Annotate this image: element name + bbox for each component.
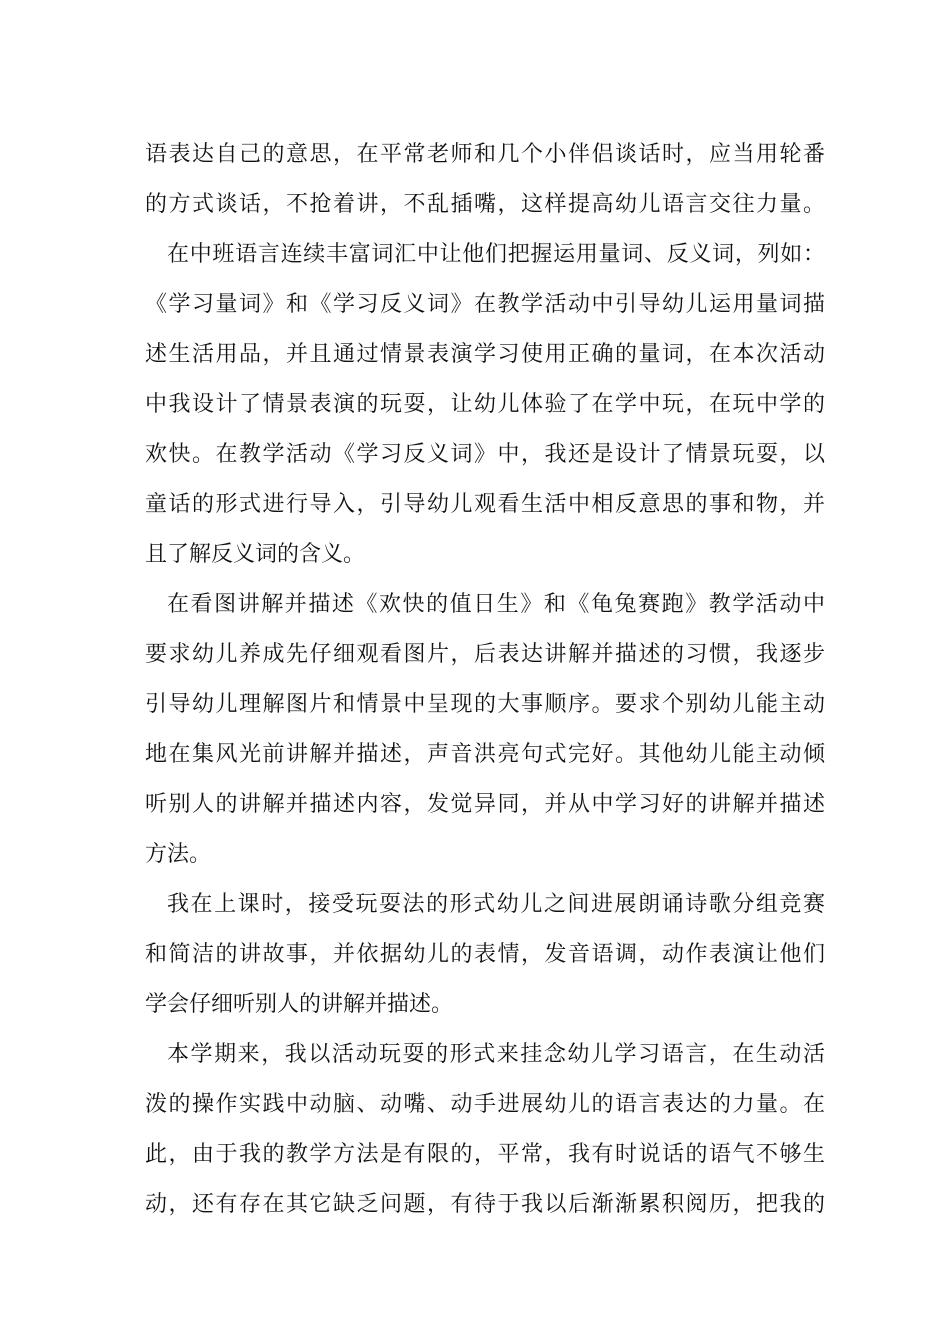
paragraph-first-line: 本学期来，我以活动玩耍的形式来挂念幼儿学习语言，在生动活 (167, 1042, 825, 1067)
text-line: 的方式谈话，不抢着讲，不乱插嘴，这样提高幼儿语言交往力量。 (145, 192, 825, 217)
text-line: 欢快。在教学活动《学习反义词》中，我还是设计了情景玩耍，以 (145, 442, 825, 467)
text-line: 和简洁的讲故事，并依据幼儿的表情，发音语调，动作表演让他们 (145, 942, 825, 967)
text-line: 且了解反义词的含义。 (145, 542, 366, 567)
text-line: 述生活用品，并且通过情景表演学习使用正确的量词，在本次活动 (145, 342, 825, 367)
text-line: 泼的操作实践中动脑、动嘴、动手进展幼儿的语言表达的力量。在 (145, 1092, 825, 1117)
text-line: 此，由于我的教学方法是有限的，平常，我有时说话的语气不够生 (145, 1142, 825, 1167)
text-line: 听别人的讲解并描述内容，发觉异同，并从中学习好的讲解并描述 (145, 792, 825, 817)
paragraph-first-line: 在看图讲解并描述《欢快的值日生》和《龟兔赛跑》教学活动中 (167, 592, 825, 617)
text-line: 学会仔细听别人的讲解并描述。 (145, 992, 454, 1017)
text-line: 《学习量词》和《学习反义词》在教学活动中引导幼儿运用量词描 (145, 292, 825, 317)
text-line: 语表达自己的意思，在平常老师和几个小伴侣谈话时，应当用轮番 (145, 142, 825, 167)
text-line: 中我设计了情景表演的玩耍，让幼儿体验了在学中玩，在玩中学的 (145, 392, 825, 417)
text-line: 童话的形式进行导入，引导幼儿观看生活中相反意思的事和物，并 (145, 492, 825, 517)
document-body (145, 130, 825, 1230)
text-line: 动，还有存在其它缺乏问题，有待于我以后渐渐累积阅历，把我的 (145, 1192, 825, 1217)
text-line: 引导幼儿理解图片和情景中呈现的大事顺序。要求个别幼儿能主动 (145, 692, 825, 717)
text-line: 地在集风光前讲解并描述，声音洪亮句式完好。其他幼儿能主动倾 (145, 742, 825, 767)
text-line: 方法。 (145, 842, 212, 867)
paragraph-first-line: 我在上课时，接受玩耍法的形式幼儿之间进展朗诵诗歌分组竞赛 (167, 892, 825, 917)
text-line: 要求幼儿养成先仔细观看图片，后表达讲解并描述的习惯，我逐步 (145, 642, 825, 667)
paragraph-first-line: 在中班语言连续丰富词汇中让他们把握运用量词、反义词，列如： (167, 242, 825, 267)
